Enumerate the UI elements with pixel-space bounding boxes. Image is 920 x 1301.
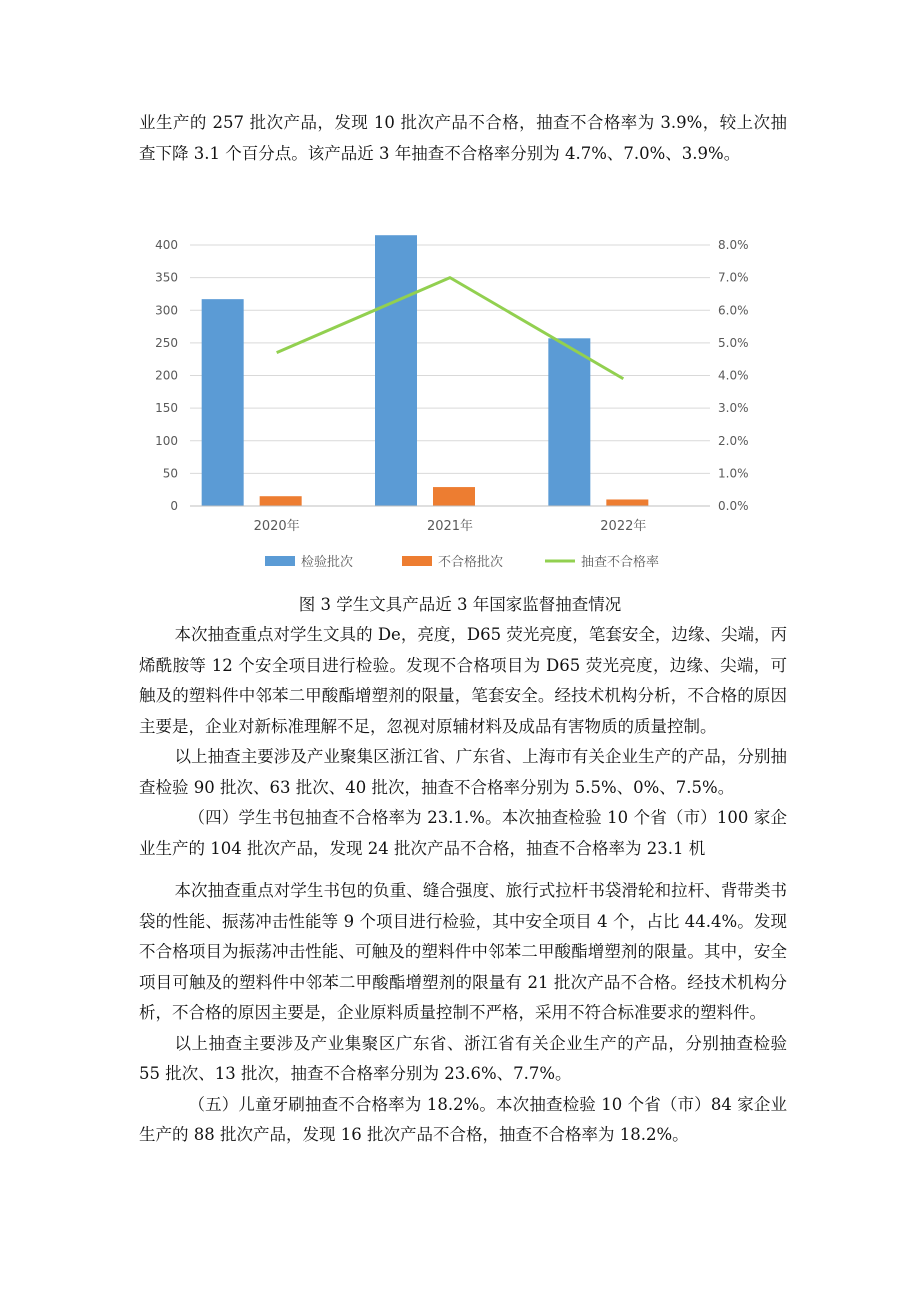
paragraph-text: 以上抽查主要涉及产业聚集区浙江省、广东省、上海市有关企业生产的产品，分别抽查检验 90 批次、63 批次、40 批次，抽查不合格率分别为 5.5%、0%、7.5%。	[139, 747, 787, 797]
y2-tick-label: 7.0%	[718, 270, 749, 285]
y2-tick-label: 5.0%	[718, 335, 749, 350]
y-tick-label: 350	[155, 270, 178, 285]
bar-failed	[606, 499, 648, 506]
bar-failed	[433, 487, 475, 506]
bar-line-chart	[130, 210, 790, 580]
bar-inspected	[202, 299, 244, 506]
legend-swatch	[265, 556, 295, 566]
paragraph-text: 本次抽查重点对学生文具的 De，亮度，D65 荧光亮度，笔套安全，边缘、尖端，丙烯酰胺等 12 个安全项目进行检验。发现不合格项目为 D65 荧光亮度，边缘、尖端，可触及的塑料件中邻苯二甲酸酯增塑剂的限量，笔套安全。经技术机构分析，不合格的原因主要是，企业对新标准理解不足，忽视对原辅材料及成品有害物质的质量控制。	[139, 625, 787, 736]
paragraph-heading-4: （四）学生书包抽查不合格率为 23.1.%。本次抽查检验 10 个省（市）100 家企业生产的 104 批次产品，发现 24 批次产品不合格，抽查不合格率为 23.1 机	[139, 808, 787, 858]
y2-tick-label: 4.0%	[718, 368, 749, 383]
legend-label: 检验批次	[301, 555, 354, 570]
bar-inspected	[375, 235, 417, 506]
y-tick-label: 300	[155, 303, 178, 318]
paragraph-text: 业生产的 257 批次产品，发现 10 批次产品不合格，抽查不合格率为 3.9%，较上次抽查下降 3.1 个百分点。该产品近 3 年抽查不合格率分别为 4.7%、7.0%、3.9%。	[139, 113, 787, 163]
paragraph-heading-5: （五）儿童牙刷抽查不合格率为 18.2%。本次抽查检验 10 个省（市）84 家企业生产的 88 批次产品，发现 16 批次产品不合格，抽查不合格率为 18.2%。	[139, 1094, 787, 1144]
right-axis-ticks	[718, 238, 749, 513]
y2-tick-label: 0.0%	[718, 499, 749, 513]
y2-tick-label: 1.0%	[718, 466, 749, 481]
left-axis-ticks	[155, 238, 178, 513]
chart-bars	[202, 235, 649, 506]
y-tick-label: 100	[155, 433, 178, 448]
chart-gridlines	[190, 245, 710, 506]
bar-failed	[260, 496, 302, 506]
legend-swatch	[402, 556, 432, 566]
x-tick-label: 2020年	[253, 519, 300, 534]
x-tick-label: 2022年	[600, 519, 647, 534]
y2-tick-label: 6.0%	[718, 303, 749, 318]
y2-tick-label: 3.0%	[718, 401, 749, 416]
y-tick-label: 250	[155, 335, 178, 350]
paragraph-intro	[139, 108, 787, 169]
paragraph-text: 本次抽查重点对学生书包的负重、缝合强度、旅行式拉杆书袋滑轮和拉杆、背带类书袋的性能、振荡冲击性能等 9 个项目进行检验，其中安全项目 4 个，占比 44.4%。发现不合格项目为振荡冲击性能、可触及的塑料件中邻苯二甲酸酯增塑剂的限量。其中，安全项目可触及的塑料件中邻苯二甲酸酯增塑剂的限量有 21 批次产品不合格。经技术机构分析，不合格的原因主要是，企业原料质量控制不严格，采用不符合标准要求的塑料件。	[139, 881, 787, 1022]
x-axis-ticks	[190, 506, 710, 534]
y-tick-label: 200	[155, 368, 178, 383]
legend-label: 不合格批次	[438, 555, 504, 570]
bar-inspected	[548, 338, 590, 506]
y-tick-label: 0	[170, 499, 178, 513]
y-tick-label: 150	[155, 401, 178, 416]
figure-caption: 图 3 学生文具产品近 3 年国家监督抽查情况	[298, 595, 622, 614]
paragraph-body	[139, 620, 787, 864]
y2-tick-label: 2.0%	[718, 433, 749, 448]
chart-legend	[265, 554, 659, 570]
y2-tick-label: 8.0%	[718, 238, 749, 252]
paragraph-body-2	[139, 876, 787, 1151]
y-tick-label: 50	[162, 466, 178, 481]
y-tick-label: 400	[155, 238, 178, 252]
legend-label: 抽查不合格率	[581, 555, 660, 570]
x-tick-label: 2021年	[426, 519, 474, 534]
paragraph-text: 以上抽查主要涉及产业集聚区广东省、浙江省有关企业生产的产品，分别抽查检验 55 批次、13 批次，抽查不合格率分别为 23.6%、7.7%。	[139, 1033, 787, 1083]
